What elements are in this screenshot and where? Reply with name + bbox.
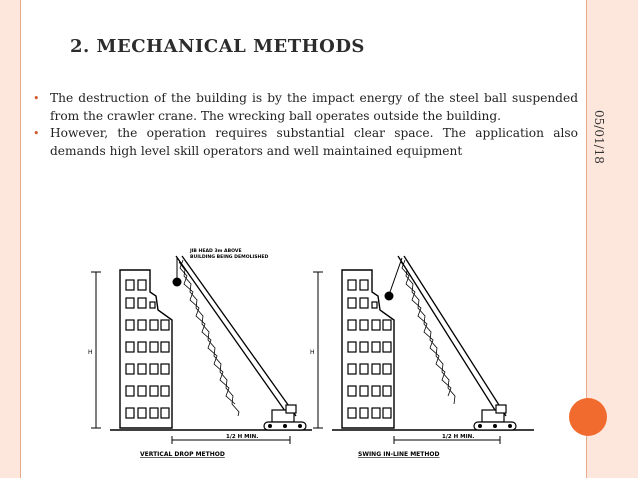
jib-head-note: JIB HEAD 3m ABOVE: [190, 249, 242, 254]
jib-head-note-2: BUILDING BEING DEMOLISHED: [190, 255, 269, 260]
slide-title: 2. MECHANICAL METHODS: [70, 36, 365, 57]
vertical-drop-caption: VERTICAL DROP METHOD: [140, 451, 225, 458]
height-label: H: [310, 349, 315, 356]
bullet-list: [33, 90, 578, 160]
bullet-text: However, the operation requires substantial clear space. The application also demands high level skill operators and well maintained equipment: [50, 126, 578, 158]
slide-date: 05/01/18: [592, 110, 606, 164]
bullet-dot-icon: •: [33, 92, 40, 105]
bullet-text: The destruction of the building is by the impact energy of the steel ball suspended from the crawler crane. The wrecking ball operates outside the building.: [50, 91, 578, 123]
bullet-dot-icon: •: [33, 127, 40, 140]
vertical-drop-diagram: [88, 248, 312, 458]
demolition-methods-diagram: [80, 240, 550, 465]
bullet-item: [33, 125, 578, 160]
swing-in-line-diagram: [310, 256, 534, 458]
left-margin-band: [0, 0, 20, 478]
distance-label: 1/2 H MIN.: [442, 434, 475, 440]
slide-number-badge: [569, 398, 607, 436]
bullet-item: [33, 90, 578, 125]
height-label: H: [88, 349, 93, 356]
distance-label: 1/2 H MIN.: [226, 434, 259, 440]
swing-in-line-caption: SWING IN-LINE METHOD: [358, 451, 440, 458]
